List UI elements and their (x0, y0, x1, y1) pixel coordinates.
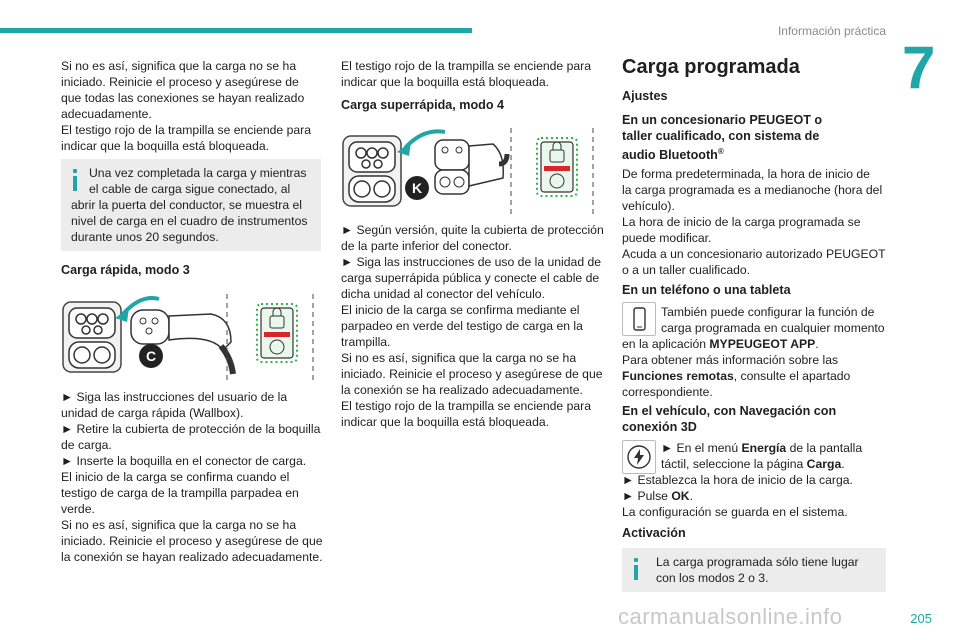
heading-phone: En un teléfono o una tableta (622, 283, 791, 297)
text-line: ► Inserte la boquilla en el conector de carga. (61, 454, 307, 468)
page-carga: Carga (806, 457, 842, 471)
text-line: Si no es así, significa que la carga no se ha (61, 59, 297, 73)
charge-indicator-green (257, 304, 297, 362)
text-line: la conexión se ha realizado adecuadamente. (341, 383, 583, 397)
text-line: indicar que la boquilla está bloqueada. (341, 415, 550, 429)
text-line: También puede configurar la función de (661, 305, 875, 319)
text-span: . (841, 457, 845, 471)
note-line: nivel de carga en el cuadro de instrumentos (71, 214, 308, 228)
text-line: indicar que la boquilla está bloqueada. (341, 75, 550, 89)
text-line: vehículo). (622, 199, 675, 213)
text-line: o a un taller cualificado. (622, 263, 751, 277)
text-line: la carga programada es a medianoche (hora del (622, 183, 883, 197)
heading-rapid-charge: Carga rápida, modo 3 (61, 263, 190, 277)
text-line: de la parte inferior del conector. (341, 239, 512, 253)
app-name: MYPEUGEOT APP (709, 337, 816, 351)
heading-super-charge: Carga superrápida, modo 4 (341, 98, 505, 112)
info-icon (73, 169, 77, 193)
mode-badge-c: C (145, 348, 157, 364)
heading-settings: Ajustes (622, 89, 668, 103)
info-note (622, 548, 886, 592)
text-line: De forma predeterminada, la hora de inicio de (622, 167, 870, 181)
text-line (622, 336, 819, 352)
heading-dealer-text: audio Bluetooth (622, 148, 718, 163)
registered-mark: ® (717, 147, 724, 156)
text-line: dicha unidad al conector del vehículo. (341, 287, 545, 301)
super-charge-illustration (341, 124, 603, 216)
menu-energy: Energía (741, 441, 787, 455)
chapter-number: 7 (902, 34, 936, 101)
text-line (622, 488, 693, 504)
text-span: ► Pulse (622, 489, 672, 503)
watermark: carmanualsonline.info (618, 604, 843, 629)
text-span: de la pantalla (786, 441, 863, 455)
text-line: El testigo rojo de la trampilla se enciende para (341, 59, 591, 73)
text-span: . (689, 489, 693, 503)
text-line: trampilla. (341, 335, 391, 349)
text-line: ► Siga las instrucciones de uso de la unidad de (341, 255, 602, 269)
heading-vehicle: conexión 3D (622, 420, 697, 434)
text-line: Para obtener más información sobre las (622, 353, 839, 367)
text-line: correspondiente. (622, 385, 713, 399)
text-line: parpadeo en verde del testigo de carga en la (341, 319, 583, 333)
text-span: en la aplicación (622, 337, 710, 351)
rapid-charge-illustration (61, 290, 323, 382)
text-span: . (815, 337, 819, 351)
text-line: puede modificar. (622, 231, 712, 245)
text-line: iniciado. Reinicie el proceso y asegúrese de que (341, 367, 603, 381)
text-line: Acuda a un concesionario autorizado PEUGEOT (622, 247, 886, 261)
info-note (61, 159, 321, 251)
text-line: La configuración se guarda en el sistema. (622, 505, 848, 519)
text-line: ► Retire la cubierta de protección de la boquilla (61, 422, 321, 436)
text-line: El testigo rojo de la trampilla se enciende para (341, 399, 591, 413)
smartphone-icon (622, 302, 656, 336)
info-icon (634, 558, 638, 582)
text-line: verde. (61, 502, 95, 516)
text-line: unidad de carga rápida (Wallbox). (61, 406, 244, 420)
text-span: , consulte el apartado (733, 369, 851, 383)
text-line (661, 456, 845, 472)
ok-label: OK (671, 489, 690, 503)
text-line (661, 440, 862, 456)
page-number: 205 (910, 611, 932, 626)
note-line: La carga programada sólo tiene lugar (656, 555, 859, 569)
text-line: carga programada en cualquier momento (661, 321, 885, 335)
text-line: Si no es así, significa que la carga no se ha (61, 518, 297, 532)
mode-badge-k: K (411, 180, 423, 196)
text-line: El inicio de la carga se confirma cuando el (61, 470, 290, 484)
heading-dealer: taller cualificado, con sistema de (622, 129, 820, 143)
note-line: Una vez completada la carga y mientras (89, 166, 307, 180)
heading-dealer: En un concesionario PEUGEOT o (622, 113, 823, 127)
text-line: ► Según versión, quite la cubierta de protección (341, 223, 604, 237)
text-line: El inicio de la carga se confirma mediante el (341, 303, 580, 317)
text-line: que todas las conexiones se hayan realizado (61, 91, 305, 105)
text-line: ► Establezca la hora de inicio de la carga. (622, 473, 853, 487)
note-line: el cable de carga sigue conectado, al (89, 182, 291, 196)
heading-activation: Activación (622, 526, 686, 540)
text-line: Si no es así, significa que la carga no se ha (341, 351, 577, 365)
charge-indicator-green (537, 138, 577, 196)
note-line: con los modos 2 o 3. (656, 571, 769, 585)
heading-dealer (622, 144, 724, 163)
section-title: Información práctica (777, 24, 886, 38)
text-line: indicar que la boquilla está bloqueada. (61, 139, 270, 153)
text-line: La hora de inicio de la carga programada se (622, 215, 861, 229)
text-span: táctil, seleccione la página (661, 457, 807, 471)
text-span: ► En el menú (661, 441, 742, 455)
note-line: abrir la puerta del conductor, se muestra el (71, 198, 303, 212)
header-accent-bar (0, 28, 472, 33)
text-line: la conexión se hayan realizado adecuadamente. (61, 550, 323, 564)
remote-functions: Funciones remotas (622, 369, 734, 383)
text-line (622, 368, 850, 384)
text-line: adecuadamente. (61, 107, 152, 121)
energy-icon (622, 440, 656, 474)
text-line: de carga. (61, 438, 112, 452)
page-title: Carga programada (622, 56, 800, 78)
text-line: iniciado. Reinicie el proceso y asegúrese de (61, 75, 299, 89)
text-line: iniciado. Reinicie el proceso y asegúrese de que (61, 534, 323, 548)
heading-vehicle: En el vehículo, con Navegación con (622, 404, 837, 418)
note-line: durante unos 20 segundos. (71, 230, 219, 244)
text-line: carga superrápida pública y conecte el cable de (341, 271, 600, 285)
text-line: ► Siga las instrucciones del usuario de la (61, 390, 288, 404)
text-line: El testigo rojo de la trampilla se enciende para (61, 123, 311, 137)
text-line: testigo de carga de la trampilla parpadea en (61, 486, 299, 500)
